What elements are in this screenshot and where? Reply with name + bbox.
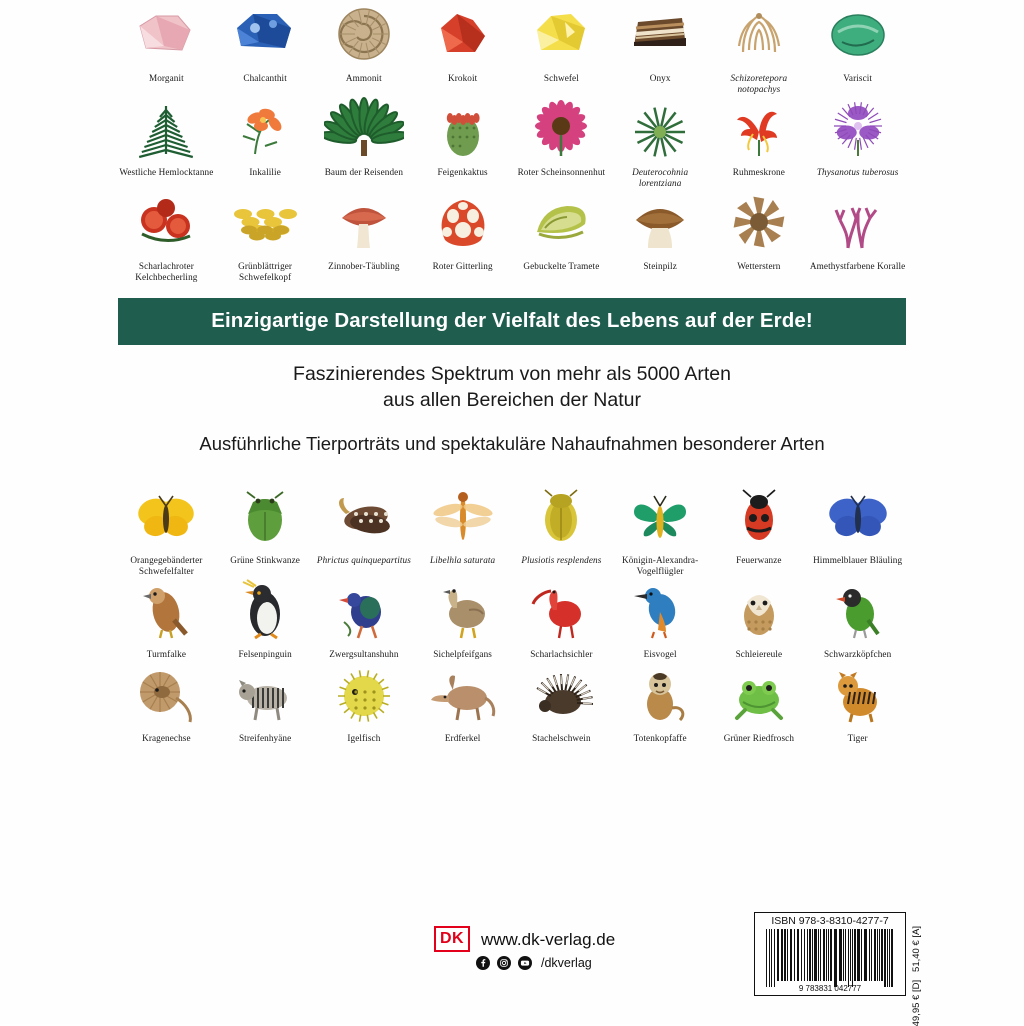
specimen-caption: Igelfisch [316,733,412,744]
mineral-sulfur-icon [520,0,602,72]
specimen-cell [711,94,808,188]
specimen-caption: Plusiotis resplendens [513,555,609,566]
plant-prickly-pear-icon [422,94,504,166]
specimen-caption: Inkalilie [217,167,313,178]
specimen-cell [809,660,906,744]
specimen-caption: Schizoretepora notopachys [711,73,807,94]
bryozoan-icon [718,0,800,72]
specimen-grid-top [0,0,1024,282]
specimen-caption: Feuerwanze [711,555,807,566]
specimen-caption: Totenkopfaffe [612,733,708,744]
specimen-caption: Eisvogel [612,649,708,660]
instagram-icon[interactable] [497,956,511,970]
mineral-chalcanthite-icon [224,0,306,72]
plant-hemlock-icon [125,94,207,166]
specimen-cell [316,482,413,576]
bird-scarlet-ibis-icon [520,576,602,648]
mineral-variscite-icon [817,0,899,72]
specimen-caption: Baum der Reisenden [316,167,412,178]
specimen-caption: Deuterocohnia lorentziana [612,167,708,188]
specimen-caption: Krokoit [415,73,511,84]
specimen-cell [612,576,709,660]
specimen-caption: Westliche Hemlocktanne [118,167,214,178]
website-url[interactable]: www.dk-verlag.de [481,930,615,950]
dk-logo: DK [434,926,470,952]
social-links[interactable] [476,956,592,970]
publisher-block [434,926,615,952]
specimen-cell [809,482,906,576]
specimen-cell [414,660,511,744]
specimen-cell [414,188,511,282]
price-label [911,926,922,1026]
social-handle[interactable]: /dkverlag [541,956,592,970]
barcode-bars [764,929,896,993]
specimen-cell [217,576,314,660]
fungus-boletus-icon [619,188,701,260]
specimen-cell [711,0,808,94]
bird-swamphen-icon [323,576,405,648]
specimen-caption: Sichelpfeifgans [415,649,511,660]
specimen-cell [316,94,413,188]
plant-alstroemeria-icon [224,94,306,166]
amphibian-reed-frog-icon [718,660,800,732]
specimen-cell [118,188,215,282]
specimen-cell [217,0,314,94]
mammal-squirrel-monkey-icon [619,660,701,732]
isbn-barcode-block [754,912,906,996]
specimen-caption: Morganit [118,73,214,84]
fungus-scarlet-elfcup-icon [125,188,207,260]
bird-goose-icon [422,576,504,648]
subtitle-line-2: aus allen Bereichen der Natur [0,387,1024,413]
subtitle-block [0,361,1024,413]
specimen-caption: Kragenechse [118,733,214,744]
barcode [754,929,906,996]
mineral-onyx-icon [619,0,701,72]
insect-green-shield-bug-icon [224,482,306,554]
mineral-crocoite-icon [422,0,504,72]
plant-echinacea-icon [520,94,602,166]
price-line-1: 49,95 € [D] [911,980,922,1026]
specimen-caption: Steinpilz [612,261,708,272]
insect-firebug-icon [718,482,800,554]
specimen-caption: Gebuckelte Tramete [513,261,609,272]
insect-dragonfly-icon [422,482,504,554]
specimen-grid-bottom [0,482,1024,743]
specimen-caption: Felsenpinguin [217,649,313,660]
plant-gloriosa-icon [718,94,800,166]
specimen-cell [217,188,314,282]
specimen-cell [711,482,808,576]
specimen-caption: Scharlachsichler [513,649,609,660]
specimen-cell [612,482,709,576]
specimen-cell [217,94,314,188]
mineral-morganite-icon [125,0,207,72]
plant-thysanotus-icon [817,94,899,166]
bird-kestrel-icon [125,576,207,648]
specimen-cell [711,188,808,282]
specimen-caption: Variscit [810,73,906,84]
specimen-caption: Scharlachroter Kelchbecherling [118,261,214,282]
fungus-earthstar-icon [718,188,800,260]
mammal-tiger-icon [817,660,899,732]
specimen-caption: Chalcanthit [217,73,313,84]
mammal-striped-hyena-icon [224,660,306,732]
mammal-porcupine-icon [520,660,602,732]
specimen-caption: Zwergsultanshuhn [316,649,412,660]
specimen-cell [217,482,314,576]
specimen-cell [711,660,808,744]
specimen-cell [316,660,413,744]
bird-lovebird-icon [817,576,899,648]
fungus-russula-icon [323,188,405,260]
specimen-cell [809,576,906,660]
specimen-caption: Zinnober-Täubling [316,261,412,272]
specimen-caption: Königin-Alexandra-Vogelflügler [612,555,708,576]
specimen-cell [513,482,610,576]
specimen-cell [118,576,215,660]
specimen-cell [118,660,215,744]
reptile-frilled-lizard-icon [125,660,207,732]
insect-blue-butterfly-icon [817,482,899,554]
specimen-caption: Turmfalke [118,649,214,660]
specimen-caption: Grüne Stinkwanze [217,555,313,566]
specimen-cell [217,660,314,744]
fungus-trametes-icon [520,188,602,260]
insect-jewel-beetle-icon [520,482,602,554]
insect-birdwing-icon [619,482,701,554]
specimen-caption: Erdferkel [415,733,511,744]
specimen-cell [118,482,215,576]
specimen-cell [809,94,906,188]
specimen-caption: Grünblättriger Schwefelkopf [217,261,313,282]
fungus-sulphur-tuft-icon [224,188,306,260]
bird-kingfisher-icon [619,576,701,648]
specimen-cell [316,576,413,660]
specimen-caption: Stachelschwein [513,733,609,744]
bird-penguin-icon [224,576,306,648]
specimen-cell [414,576,511,660]
specimen-cell [809,0,906,94]
specimen-cell [513,576,610,660]
specimen-cell [513,188,610,282]
specimen-caption: Schleiereule [711,649,807,660]
mammal-aardvark-icon [422,660,504,732]
specimen-cell [612,660,709,744]
specimen-cell [316,0,413,94]
subtitle-line-1: Faszinierendes Spektrum von mehr als 5000 Arten [0,361,1024,387]
fungus-coral-icon [817,188,899,260]
subtitle-line-3: Ausführliche Tierporträts und spektakuläre Nahaufnahmen besonderer Arten [0,431,1024,456]
isbn-text: ISBN 978-3-8310-4277-7 [754,912,906,929]
fish-pufferfish-icon [323,660,405,732]
specimen-caption: Orangegebänderter Schwefelfalter [118,555,214,576]
fungus-clathrus-icon [422,188,504,260]
price-line-2: 51,40 € [A] [911,926,922,972]
specimen-caption: Feigenkaktus [415,167,511,178]
specimen-cell [513,94,610,188]
specimen-caption: Amethystfarbene Koralle [810,261,906,272]
bird-barn-owl-icon [718,576,800,648]
svg-text:9 783831 042777: 9 783831 042777 [799,984,862,993]
plant-deuterocohnia-icon [619,94,701,166]
plant-travellers-tree-icon [323,94,405,166]
footer [0,912,1024,1002]
specimen-caption: Wetterstern [711,261,807,272]
specimen-caption: Phrictus quinquepartitus [316,555,412,566]
specimen-caption: Thysanotus tuberosus [810,167,906,178]
specimen-cell [612,94,709,188]
specimen-caption: Roter Gitterling [415,261,511,272]
specimen-cell [513,660,610,744]
specimen-cell [118,0,215,94]
specimen-cell [809,188,906,282]
specimen-cell [414,482,511,576]
specimen-caption: Roter Scheinsonnenhut [513,167,609,178]
specimen-caption: Schwarzköpfchen [810,649,906,660]
specimen-caption: Onyx [612,73,708,84]
specimen-caption: Ammonit [316,73,412,84]
specimen-caption: Libelhla saturata [415,555,511,566]
specimen-caption: Himmelblauer Bläuling [810,555,906,566]
specimen-caption: Ruhmeskrone [711,167,807,178]
specimen-cell [711,576,808,660]
specimen-cell [118,94,215,188]
specimen-cell [414,94,511,188]
headline-banner: Einzigartige Darstellung der Vielfalt des Lebens auf der Erde! [118,298,906,345]
specimen-cell [612,188,709,282]
facebook-icon[interactable] [476,956,490,970]
specimen-caption: Schwefel [513,73,609,84]
youtube-icon[interactable] [518,956,532,970]
specimen-caption: Tiger [810,733,906,744]
insect-lanternfly-icon [323,482,405,554]
specimen-cell [316,188,413,282]
specimen-cell [414,0,511,94]
specimen-caption: Streifenhyäne [217,733,313,744]
specimen-cell [612,0,709,94]
insect-sulphur-butterfly-icon [125,482,207,554]
specimen-caption: Grüner Riedfrosch [711,733,807,744]
specimen-cell [513,0,610,94]
fossil-ammonite-icon [323,0,405,72]
